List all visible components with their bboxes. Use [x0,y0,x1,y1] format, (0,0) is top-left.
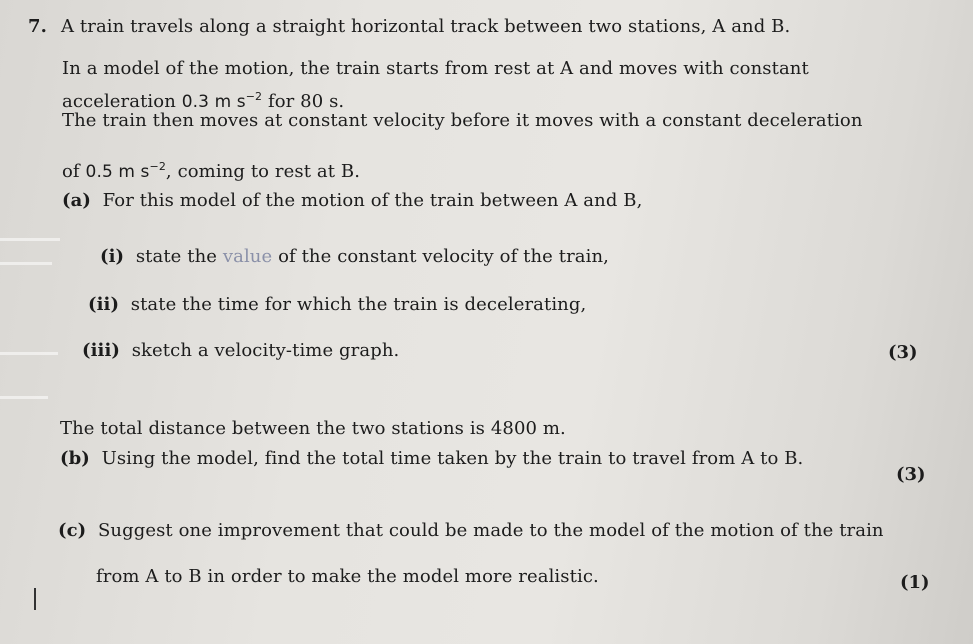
question-intro: A train travels along a straight horizontal track between two stations, A and B. [61,16,791,37]
part-b-label: (b) [60,448,90,469]
part-c-line-1 [58,520,884,542]
part-a-ii-text: state the time for which the train is decelerating, [130,294,587,315]
part-a-ii-label: (ii) [88,294,120,315]
left-margin-mark [0,262,52,265]
part-a-marks: (3) [888,342,918,363]
distance-text: The total distance between the two stations is 4800 m. [60,418,566,439]
deceleration-value: 0.5 m s [85,162,150,182]
left-margin-bracket [34,588,36,610]
question-intro-line [28,16,790,38]
part-a-text: For this model of the motion of the train between A and B, [102,190,643,211]
acceleration-exponent: −2 [245,90,263,103]
deceleration-text-line-2 [62,156,360,183]
part-a-i-text-faded: value [222,246,273,267]
part-a-label: (a) [62,190,91,211]
model-text-line-1: In a model of the motion, the train starts from rest at A and moves with constant [62,58,809,79]
question-number: 7. [28,16,47,37]
part-a-iii-label: (iii) [82,340,121,361]
part-b-marks: (3) [896,464,926,485]
part-a-ii-line [88,294,586,316]
part-a-i-line [100,246,609,268]
part-a-line [62,190,642,212]
part-b-text: Using the model, find the total time taken by the train to travel from A to B. [101,448,804,469]
deceleration-text-line-1: The train then moves at constant velocity before it moves with a constant deceleration [62,110,863,131]
part-c-line-2: from A to B in order to make the model more realistic. [96,566,599,587]
left-margin-mark [0,352,58,355]
part-c-marks: (1) [900,572,930,593]
left-margin-mark [0,396,48,399]
part-a-i-label: (i) [100,246,125,267]
model-text-line-2 [62,86,344,113]
part-a-i-text-post: of the constant velocity of the train, [272,246,609,267]
deceleration-prefix: of [62,161,86,182]
part-c-label: (c) [58,520,87,541]
deceleration-suffix: , coming to rest at B. [165,161,361,182]
part-a-iii-line [82,340,399,362]
acceleration-value: 0.3 m s [181,92,246,112]
part-a-iii-text: sketch a velocity-time graph. [131,340,400,361]
part-c-text-line-1: Suggest one improvement that could be made to the model of the motion of the train [97,520,884,541]
acceleration-suffix: for 80 s. [262,91,345,112]
part-a-i-text-pre: state the [135,246,223,267]
deceleration-exponent: −2 [149,160,166,173]
left-margin-mark [0,238,60,241]
acceleration-prefix: acceleration [62,91,182,112]
part-b-line [60,448,803,470]
